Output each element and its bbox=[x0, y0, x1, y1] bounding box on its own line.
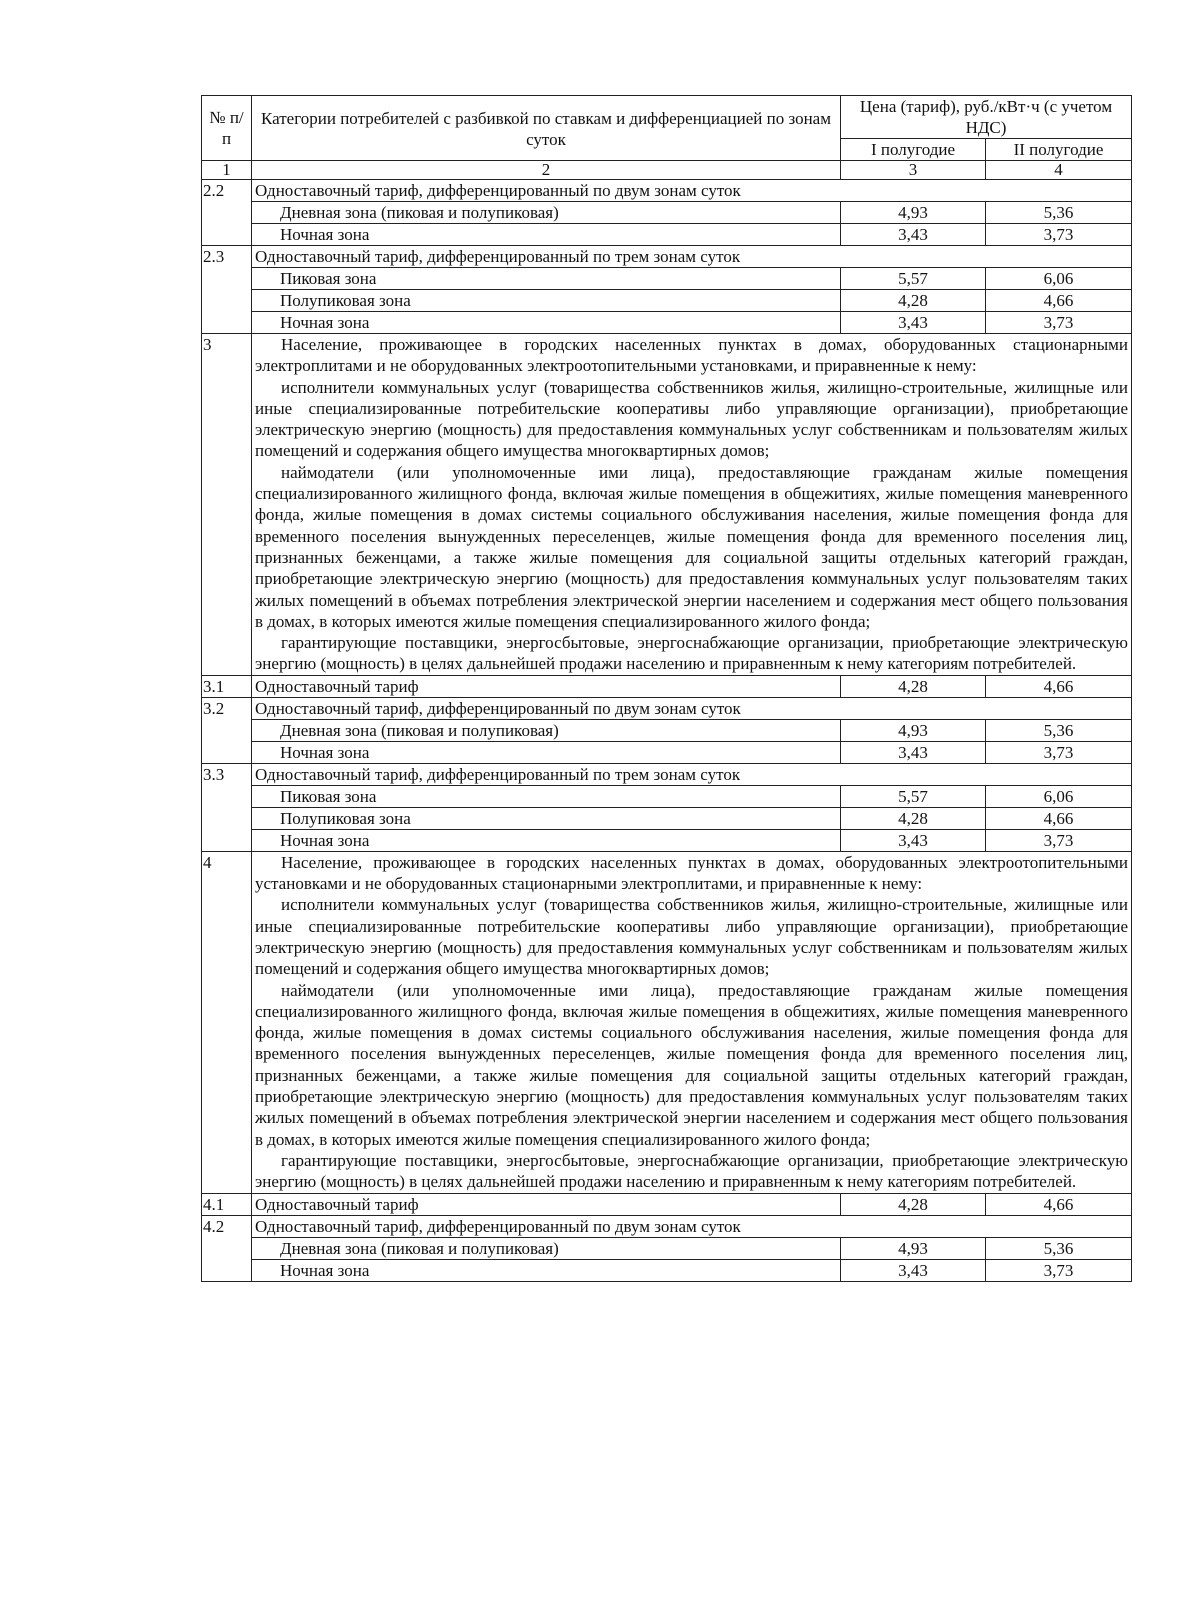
row-number: 4 bbox=[202, 851, 252, 1193]
tariff-document bbox=[201, 95, 1131, 1282]
table-row bbox=[202, 785, 1132, 807]
category-description bbox=[252, 851, 1132, 1193]
header-price: Цена (тариф), руб./кВт·ч (с учетом НДС) bbox=[841, 96, 1132, 139]
category-description bbox=[252, 334, 1132, 676]
value-first-half: 4,93 bbox=[841, 719, 986, 741]
value-first-half: 4,93 bbox=[841, 1237, 986, 1259]
value-first-half: 5,57 bbox=[841, 785, 986, 807]
row-label: Ночная зона bbox=[252, 1259, 841, 1281]
header-first-half: I полугодие bbox=[841, 139, 986, 161]
value-first-half: 3,43 bbox=[841, 829, 986, 851]
row-label: Дневная зона (пиковая и полупиковая) bbox=[252, 202, 841, 224]
table-row bbox=[202, 719, 1132, 741]
table-row bbox=[202, 268, 1132, 290]
table-row bbox=[202, 741, 1132, 763]
row-label: Ночная зона bbox=[252, 224, 841, 246]
table-row bbox=[202, 697, 1132, 719]
table-row bbox=[202, 224, 1132, 246]
table-row bbox=[202, 180, 1132, 202]
paragraph: гарантирующие поставщики, энергосбытовые, энергоснабжающие организации, приобретающие электрическую энергию (мощность) в целях дальнейшей продажи населению и приравненным к нему категориям потребителей. bbox=[255, 1150, 1128, 1192]
row-number: 2.2 bbox=[202, 180, 252, 246]
table-row bbox=[202, 807, 1132, 829]
row-number: 4.1 bbox=[202, 1193, 252, 1215]
row-title: Одноставочный тариф, дифференцированный по двум зонам суток bbox=[252, 180, 1132, 202]
value-first-half: 3,43 bbox=[841, 741, 986, 763]
value-first-half: 3,43 bbox=[841, 224, 986, 246]
row-number: 2.3 bbox=[202, 246, 252, 334]
value-second-half: 3,73 bbox=[986, 829, 1132, 851]
table-row bbox=[202, 829, 1132, 851]
column-index: 3 bbox=[841, 161, 986, 180]
table-header-row bbox=[202, 96, 1132, 139]
paragraph: исполнители коммунальных услуг (товарищества собственников жилья, жилищно-строительные, жилищные или иные специализированные потребительские кооперативы либо управляющие организации), приобретающие электрическую энергию (мощность) для предоставления коммунальных услуг собственникам и пользователям жилых помещений и содержания общего имущества многоквартирных домов; bbox=[255, 895, 1128, 979]
value-first-half: 4,28 bbox=[841, 1193, 986, 1215]
table-row bbox=[202, 202, 1132, 224]
row-title: Одноставочный тариф bbox=[252, 675, 841, 697]
row-label: Пиковая зона bbox=[252, 268, 841, 290]
table-row bbox=[202, 763, 1132, 785]
row-label: Ночная зона bbox=[252, 829, 841, 851]
row-number: 3.1 bbox=[202, 675, 252, 697]
row-label: Полупиковая зона bbox=[252, 807, 841, 829]
row-number: 3.2 bbox=[202, 697, 252, 763]
row-label: Пиковая зона bbox=[252, 785, 841, 807]
value-second-half: 6,06 bbox=[986, 268, 1132, 290]
header-number: № п/п bbox=[202, 96, 252, 161]
table-row bbox=[202, 675, 1132, 697]
value-second-half: 3,73 bbox=[986, 741, 1132, 763]
value-first-half: 3,43 bbox=[841, 312, 986, 334]
column-index: 1 bbox=[202, 161, 252, 180]
row-label: Ночная зона bbox=[252, 312, 841, 334]
table-row bbox=[202, 1193, 1132, 1215]
paragraph: наймодатели (или уполномоченные ими лица), предоставляющие гражданам жилые помещения специализированного жилищного фонда, включая жилые помещения в общежитиях, жилые помещения маневренного фонда, жилые помещения в домах системы социального обслуживания населения, жилые помещения фонда для временного поселения вынужденных переселенцев, жилые помещения фонда для временного поселения лиц, признанных беженцами, а также жилые помещения для социальной защиты отдельных категорий граждан, приобретающие электрическую энергию (мощность) для предоставления коммунальных услуг пользователям таких жилых помещений в объемах потребления электрической энергии населением и содержания мест общего пользования в домах, в которых имеются жилые помещения специализированного жилого фонда; bbox=[255, 462, 1128, 631]
paragraph: Население, проживающее в городских населенных пунктах в домах, оборудованных электроотопительными установками и не оборудованных стационарными электроплитами, и приравненные к нему: bbox=[255, 852, 1128, 894]
column-index: 2 bbox=[252, 161, 841, 180]
row-title: Одноставочный тариф, дифференцированный по двум зонам суток bbox=[252, 697, 1132, 719]
table-row bbox=[202, 1215, 1132, 1237]
value-second-half: 3,73 bbox=[986, 224, 1132, 246]
value-second-half: 5,36 bbox=[986, 202, 1132, 224]
value-second-half: 6,06 bbox=[986, 785, 1132, 807]
value-first-half: 4,28 bbox=[841, 675, 986, 697]
table-row bbox=[202, 1259, 1132, 1281]
row-title: Одноставочный тариф, дифференцированный по трем зонам суток bbox=[252, 246, 1132, 268]
table-row bbox=[202, 312, 1132, 334]
row-label: Полупиковая зона bbox=[252, 290, 841, 312]
paragraph: исполнители коммунальных услуг (товарищества собственников жилья, жилищно-строительные, жилищные или иные специализированные потребительские кооперативы либо управляющие организации), приобретающие электрическую энергию (мощность) для предоставления коммунальных услуг собственникам и пользователям жилых помещений и содержания общего имущества многоквартирных домов; bbox=[255, 377, 1128, 461]
column-index-row bbox=[202, 161, 1132, 180]
value-second-half: 3,73 bbox=[986, 312, 1132, 334]
table-row bbox=[202, 246, 1132, 268]
table-row bbox=[202, 1237, 1132, 1259]
row-label: Дневная зона (пиковая и полупиковая) bbox=[252, 1237, 841, 1259]
paragraph: наймодатели (или уполномоченные ими лица), предоставляющие гражданам жилые помещения специализированного жилищного фонда, включая жилые помещения в общежитиях, жилые помещения маневренного фонда, жилые помещения в домах системы социального обслуживания населения, жилые помещения фонда для временного поселения вынужденных переселенцев, жилые помещения фонда для временного поселения лиц, признанных беженцами, а также жилые помещения для социальной защиты отдельных категорий граждан, приобретающие электрическую энергию (мощность) для предоставления коммунальных услуг пользователям таких жилых помещений в объемах потребления электрической энергии населением и содержания мест общего пользования в домах, в которых имеются жилые помещения специализированного жилого фонда; bbox=[255, 980, 1128, 1149]
header-category: Категории потребителей с разбивкой по ставкам и дифференциацией по зонам суток bbox=[252, 96, 841, 161]
value-second-half: 4,66 bbox=[986, 807, 1132, 829]
paragraph: гарантирующие поставщики, энергосбытовые, энергоснабжающие организации, приобретающие электрическую энергию (мощность) в целях дальнейшей продажи населению и приравненным к нему категориям потребителей. bbox=[255, 633, 1128, 674]
row-label: Дневная зона (пиковая и полупиковая) bbox=[252, 719, 841, 741]
paragraph: Население, проживающее в городских населенных пунктах в домах, оборудованных стационарными электроплитами и не оборудованных электроотопительными установками, и приравненные к нему: bbox=[255, 335, 1128, 376]
row-title: Одноставочный тариф, дифференцированный по двум зонам суток bbox=[252, 1215, 1132, 1237]
value-second-half: 5,36 bbox=[986, 1237, 1132, 1259]
table-row bbox=[202, 290, 1132, 312]
table-row bbox=[202, 851, 1132, 1193]
value-first-half: 3,43 bbox=[841, 1259, 986, 1281]
row-label: Ночная зона bbox=[252, 741, 841, 763]
value-second-half: 4,66 bbox=[986, 1193, 1132, 1215]
value-second-half: 5,36 bbox=[986, 719, 1132, 741]
value-first-half: 4,28 bbox=[841, 290, 986, 312]
row-number: 3 bbox=[202, 334, 252, 676]
table-row bbox=[202, 334, 1132, 676]
value-first-half: 4,93 bbox=[841, 202, 986, 224]
column-index: 4 bbox=[986, 161, 1132, 180]
row-title: Одноставочный тариф bbox=[252, 1193, 841, 1215]
value-second-half: 3,73 bbox=[986, 1259, 1132, 1281]
header-second-half: II полугодие bbox=[986, 139, 1132, 161]
value-first-half: 5,57 bbox=[841, 268, 986, 290]
value-first-half: 4,28 bbox=[841, 807, 986, 829]
value-second-half: 4,66 bbox=[986, 675, 1132, 697]
value-second-half: 4,66 bbox=[986, 290, 1132, 312]
row-number: 3.3 bbox=[202, 763, 252, 851]
tariff-table bbox=[201, 95, 1132, 1282]
row-number: 4.2 bbox=[202, 1215, 252, 1281]
row-title: Одноставочный тариф, дифференцированный по трем зонам суток bbox=[252, 763, 1132, 785]
